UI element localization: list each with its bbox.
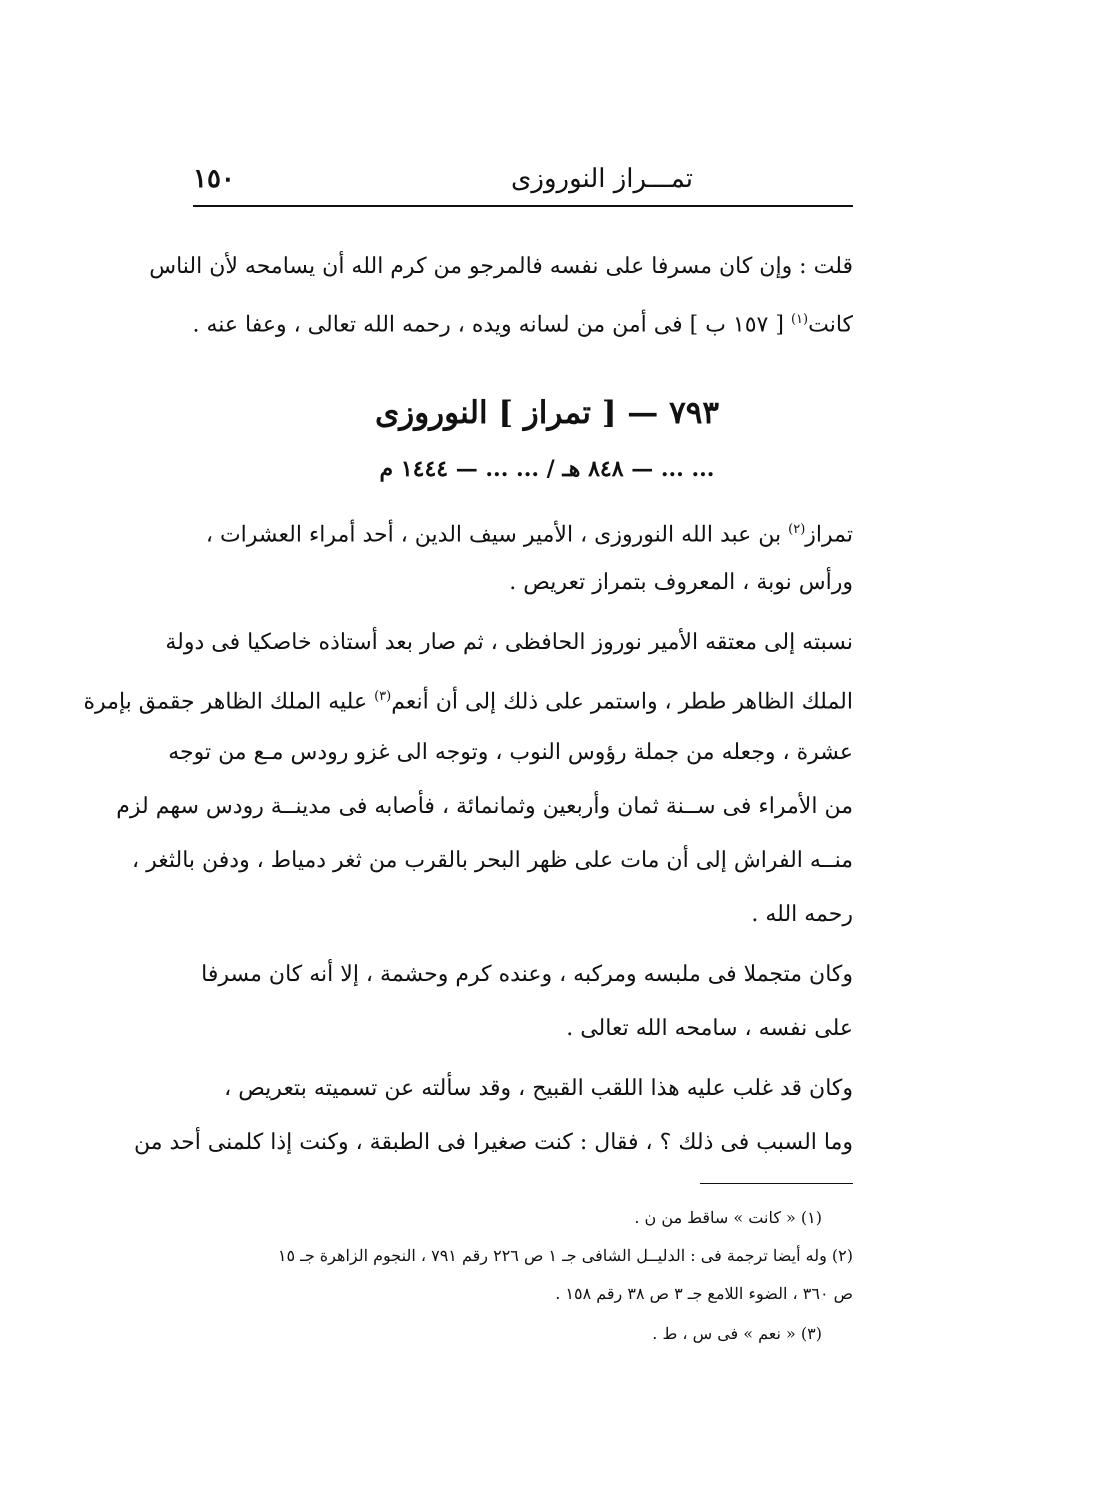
p4-line-2: وما السبب فى ذلك ؟ ، فقال : كنت صغيرا فى الطبقة ، وكنت إذا كلمنى أحد من <box>134 1130 853 1155</box>
p3-line-1: وكان متجملا فى ملبسه ومركبه ، وعنده كرم وحشمة ، إلا أنه كان مسرفا <box>201 962 853 987</box>
p2-word: أنعم <box>391 689 429 715</box>
p1-line-2: ورأس نوبة ، المعروف بتمراز تعريص . <box>509 570 853 595</box>
entry-heading: ٧٩٣ — [ تمراز ] النوروزى <box>374 395 720 431</box>
p2-line-1: نسبته إلى معتقه الأمير نوروز الحافظى ، ثم صار بعد أستاذه خاصكيا فى دولة <box>165 630 853 655</box>
p2-line-5: منــه الفراش إلى أن مات على ظهر البحر بالقرب من ثغر دمياط ، ودفن بالثغر ، <box>132 848 853 873</box>
intro-word: كانت <box>808 312 853 338</box>
p4-line-1: وكان قد غلب عليه هذا اللقب القبيح ، وقد سألته عن تسميته بتعريص ، <box>224 1076 853 1101</box>
p2-line-2 <box>83 682 853 717</box>
footnote-3: (٣) « نعم » فى س ، ط . <box>652 1324 822 1343</box>
page-number: ١٥٠ <box>193 164 235 194</box>
footnote-ref-3: (٣) <box>374 689 392 704</box>
p1-rest: بن عبد الله النوروزى ، الأمير سيف الدين ، أحد أمراء العشرات ، <box>205 522 782 548</box>
running-title: تمـــراز النوروزى <box>511 164 693 194</box>
running-head <box>193 160 853 200</box>
footnote-ref-1: (١) <box>790 312 809 327</box>
p2-line-4: من الأمراء فى ســنة ثمان وأربعين وثمانمائة ، فأصابه فى مدينــة رودس سهم لزم <box>116 794 853 819</box>
p2-line-2-b: عليه الملك الظاهر جقمق بإمرة <box>83 689 368 715</box>
intro-line-2 <box>193 305 853 340</box>
footnote-2-line-1: (٢) وله أيضا ترجمة فى : الدليــل الشافى جـ ١ ص ٢٢٦ رقم ٧٩١ ، النجوم الزاهرة جـ ١٥ <box>277 1246 853 1265</box>
p3-line-2: على نفسه ، سامحه الله تعالى . <box>566 1016 853 1041</box>
p2-line-6: رحمه الله . <box>751 902 853 927</box>
header-rule <box>193 205 853 207</box>
footnote-ref-2: (٢) <box>788 522 806 537</box>
footnote-rule <box>700 1183 853 1184</box>
p2-line-3: عشرة ، وجعله من جملة رؤوس النوب ، وتوجه الى غزو رودس مـع من توجه <box>168 740 853 765</box>
p1-line-1 <box>193 515 853 550</box>
p2-line-2-a: الملك الظاهر ططر ، واستمر على ذلك إلى أن <box>435 689 853 715</box>
intro-rest: [ ١٥٧ ب ] فى أمن من لسانه ويده ، رحمه الله تعالى ، وعفا عنه . <box>192 312 784 338</box>
footnote-2-line-2: ص ٣٦٠ ، الضوء اللامع جـ ٣ ص ٣٨ رقم ١٥٨ . <box>555 1284 853 1303</box>
p1-name: تمراز <box>805 522 853 548</box>
footnote-1: (١) « كانت » ساقط من ن . <box>634 1208 822 1227</box>
entry-dates: ... ... — ٨٤٨ هـ / ... ... — ١٤٤٤ م <box>379 456 715 482</box>
intro-line-1: قلت : وإن كان مسرفا على نفسه فالمرجو من كرم الله أن يسامحه لأن الناس <box>149 254 853 279</box>
